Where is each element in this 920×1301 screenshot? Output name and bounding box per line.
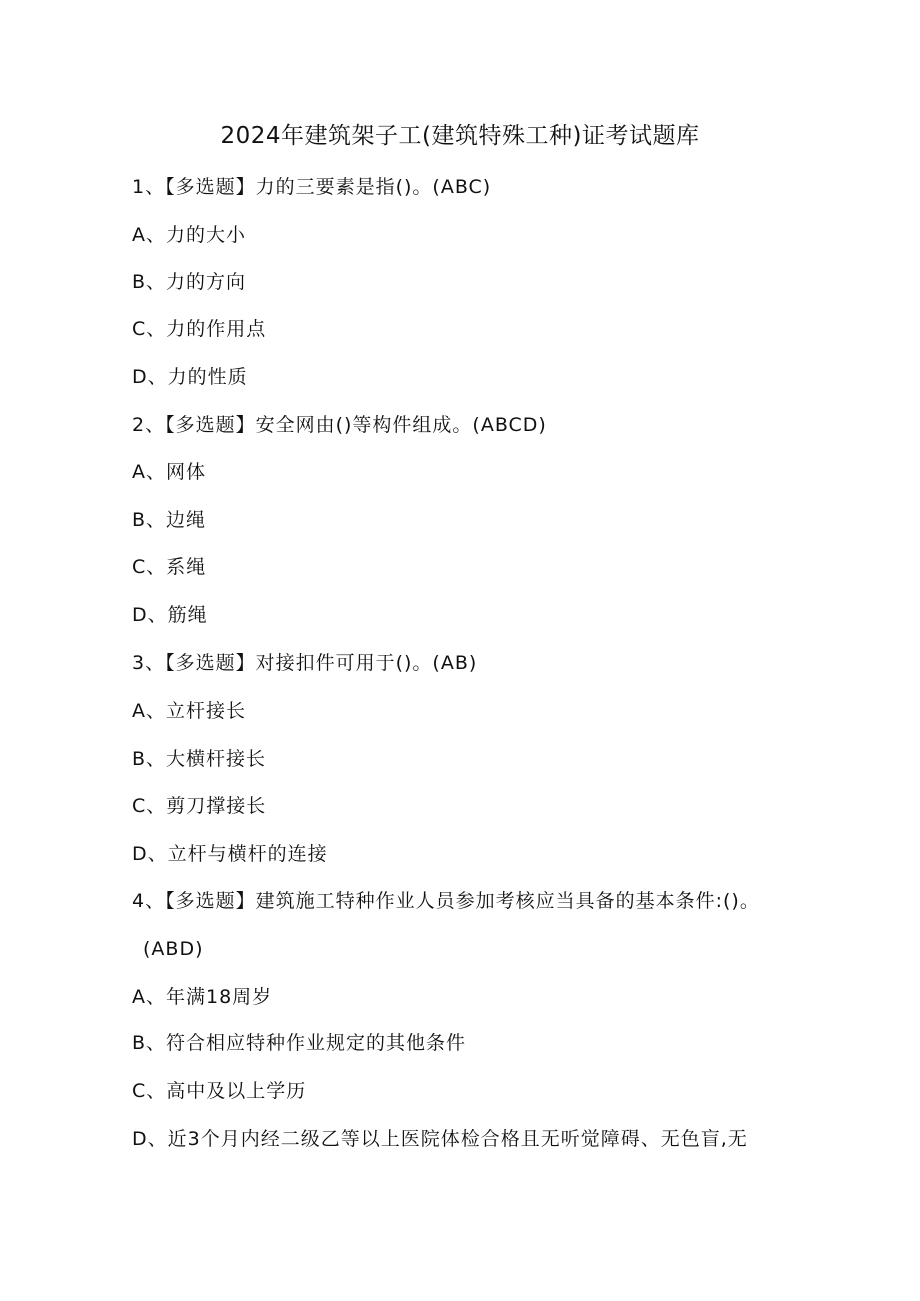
option-c: C、剪刀撑接长 bbox=[132, 795, 267, 817]
option-a: A、立杆接长 bbox=[132, 700, 246, 722]
option-d: D、立杆与横杆的连接 bbox=[132, 843, 328, 865]
option-b: B、符合相应特种作业规定的其他条件 bbox=[132, 1032, 467, 1054]
question-text: 1、【多选题】力的三要素是指()。(ABC) bbox=[132, 176, 492, 198]
question-text: 3、【多选题】对接扣件可用于()。(AB) bbox=[132, 652, 478, 674]
option-a: A、力的大小 bbox=[132, 224, 246, 246]
option-a: A、年满18周岁 bbox=[132, 986, 273, 1008]
option-c: C、系绳 bbox=[132, 556, 207, 578]
option-c: C、高中及以上学历 bbox=[132, 1080, 307, 1102]
question-text: 4、【多选题】建筑施工特种作业人员参加考核应当具备的基本条件:()。 bbox=[132, 890, 760, 912]
option-b: B、大横杆接长 bbox=[132, 748, 267, 770]
option-d: D、近3个月内经二级乙等以上医院体检合格且无听觉障碍、无色盲,无 bbox=[132, 1128, 748, 1150]
option-a: A、网体 bbox=[132, 461, 206, 483]
question-answer-continuation: (ABD) bbox=[143, 938, 204, 960]
option-c: C、力的作用点 bbox=[132, 318, 267, 340]
option-d: D、力的性质 bbox=[132, 366, 248, 388]
question-text: 2、【多选题】安全网由()等构件组成。(ABCD) bbox=[132, 414, 547, 436]
option-b: B、力的方向 bbox=[132, 271, 247, 293]
option-b: B、边绳 bbox=[132, 509, 207, 531]
page-title: 2024年建筑架子工(建筑特殊工种)证考试题库 bbox=[220, 123, 700, 149]
option-d: D、筋绳 bbox=[132, 604, 208, 626]
